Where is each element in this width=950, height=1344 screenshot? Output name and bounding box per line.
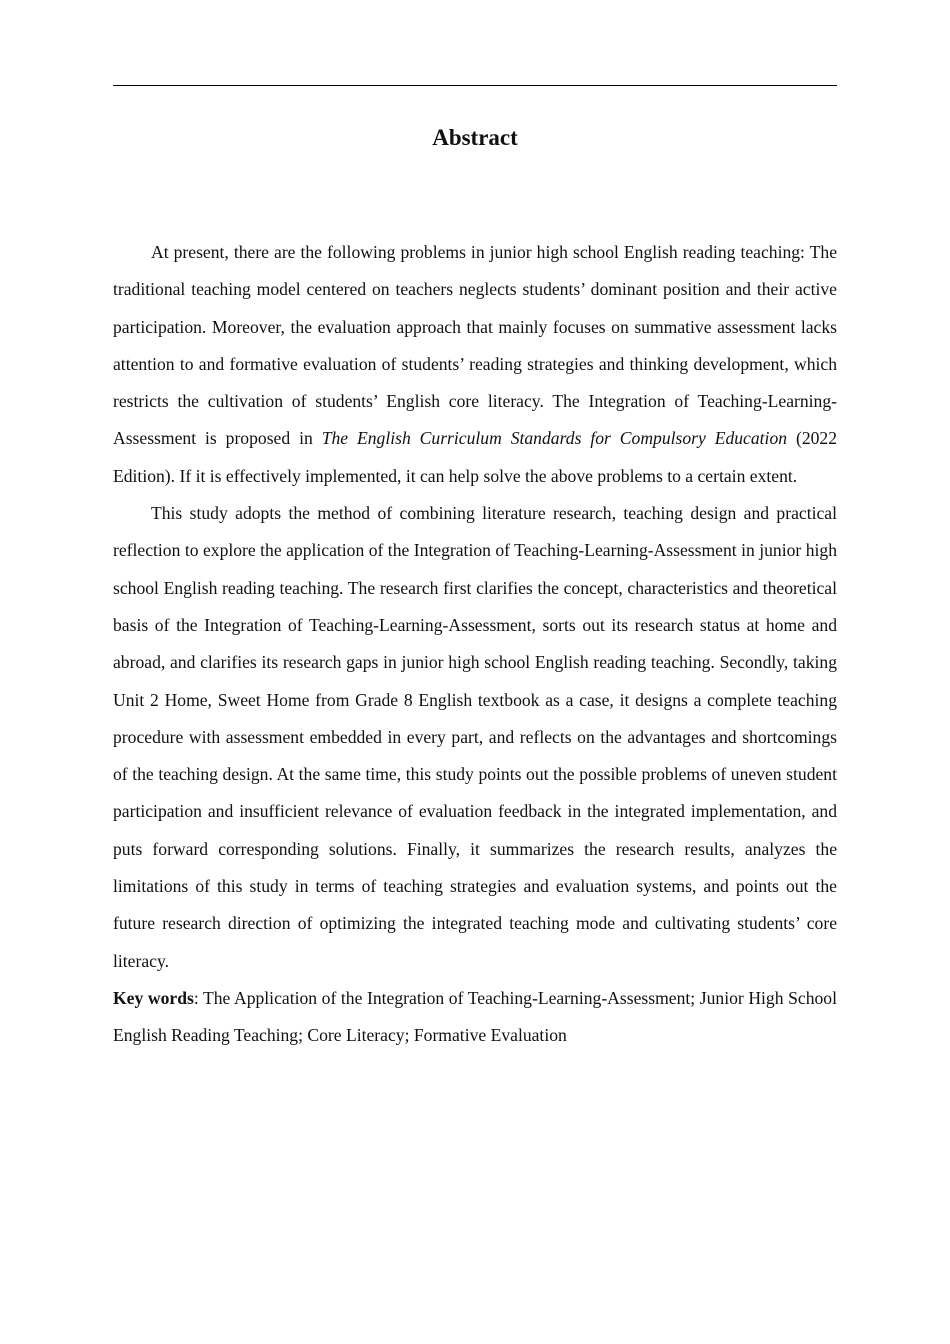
abstract-paragraph-2: This study adopts the method of combining literature research, teaching design and practical reflection to explore the application of the Integration of Teaching-Learning-Assessment in junior high school English reading teaching. The research first clarifies the concept, characteristics and theoretical basis of the Integration of Teaching-Learning-Assessment, sorts out its research status at home and abroad, and clarifies its research gaps in junior high school English reading teaching. Secondly, taking Unit 2 Home, Sweet Home from Grade 8 English textbook as a case, it designs a complete teaching procedure with assessment embedded in every part, and reflects on the advantages and shortcomings of the teaching design. At the same time, this study points out the possible problems of uneven student participation and insufficient relevance of evaluation feedback in the integrated implementation, and puts forward corresponding solutions. Finally, it summarizes the research results, analyzes the limitations of this study in terms of teaching strategies and evaluation systems, and points out the future research direction of optimizing the integrated teaching mode and cultivating students’ core literacy. (113, 503, 837, 971)
keywords-text: The Application of the Integration of Teaching-Learning-Assessment; Junior High School English Reading Teaching; Core Literacy; Formative Evaluation (113, 987, 837, 1046)
paragraph-1-text-end: (2022 Edition). If it is effectively implemented, it can help solve the above problems to a certain extent. (113, 428, 838, 486)
abstract-paragraph-1 (113, 234, 837, 495)
page-title: Abstract (432, 125, 518, 150)
curriculum-standards-title: The English Curriculum Standards for Compulsory Education (321, 428, 788, 449)
keywords-separator: : (193, 987, 204, 1008)
keywords-line (113, 980, 837, 1055)
paragraph-1-text-start: At present, there are the following problems in junior high school English reading teaching: The traditional teaching model centered on teachers neglects students’ dominant position and their active participation. Moreover, the evaluation approach that mainly focuses on summative assessment lacks attention to and formative evaluation of students’ reading strategies and thinking development, which restricts the cultivation of students’ English core literacy. The Integration of Teaching-Learning-Assessment is proposed in (113, 242, 837, 449)
abstract-body (113, 234, 837, 1055)
keywords-label: Key words (113, 987, 194, 1008)
header-rule (113, 85, 837, 86)
